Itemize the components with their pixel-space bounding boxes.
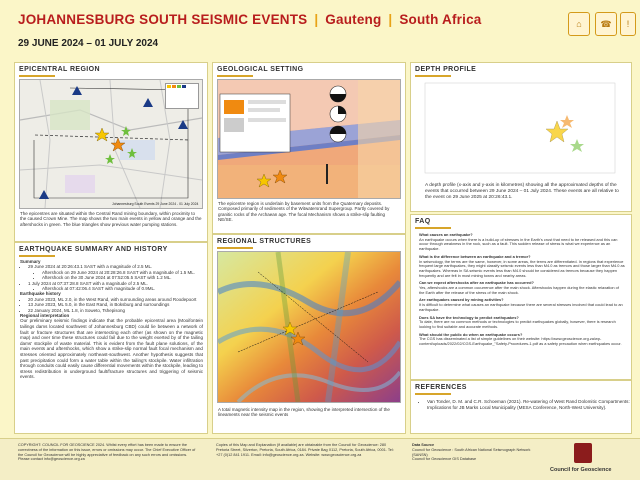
summary-subitem: • Aftershock at 07:42:06.4 SAST with magnitude of 0.9ML. bbox=[42, 286, 203, 291]
depth-caption: A depth profile (x-axis and y-axis in kilometres) showing all the approximated depths of the events that occurred between 29 June 2024 – 01 July 2024. These events are all relative to the event on 29 June 2025 at 20:26:43.1. bbox=[425, 183, 619, 200]
data-source-item: Council for Geoscience GIS Database bbox=[412, 457, 477, 462]
faq-panel bbox=[410, 214, 632, 380]
date-range: 29 JUNE 2024 – 01 JULY 2024 bbox=[18, 38, 159, 49]
house-seismic-icon: ⌂ bbox=[568, 12, 590, 36]
faq-question: What is the difference between an earthquake and a tremor? bbox=[419, 253, 531, 259]
faq-question: What should the public do when an earthquake occurs? bbox=[419, 331, 523, 337]
copyright-notice: COPYRIGHT: COUNCIL FOR GEOSCIENCE 2024. Whilst every effort has been made to ensure the correctness of the information on this issue, errors or omissions may occur. The Chief Executive Officer of the Council for Geoscience will be highly appreciative of feedback on any such errors and omissions. Please contact info@geoscience.org.za bbox=[18, 443, 196, 462]
history-item: • 20 June 2023, ML 2.0, in the West Rand, with surrounding areas around Roodepoort bbox=[28, 297, 203, 302]
panel-heading: REGIONAL STRUCTURES bbox=[213, 235, 405, 251]
title-separator: | bbox=[388, 12, 393, 27]
title-separator: | bbox=[314, 12, 319, 27]
epicentral-panel bbox=[14, 62, 208, 242]
summary-subitem: • Aftershock on 29 June 2024 at 20:28:26.8 SAST with a magnitude of 1.5 ML. bbox=[42, 270, 203, 275]
reference-item: • Van Tonder, D. M. and C.R. Schoeman (2021). Re-watering of West Rand Dolomitic Compartments: Implications for JB Marks Local Municipality (MESA Conference, North-West University). bbox=[427, 399, 631, 410]
panel-heading: REFERENCES bbox=[411, 381, 631, 397]
regional-label: Regional interpretation bbox=[20, 313, 70, 319]
history-item: • 22 January 2024, ML 1.8, in Soweto, Tshepisong bbox=[28, 308, 203, 313]
data-source-label: Data Source bbox=[412, 443, 435, 447]
org-name: Council for Geoscience bbox=[550, 467, 612, 473]
panel-heading: FAQ bbox=[411, 215, 631, 231]
panel-heading: EPICENTRAL REGION bbox=[15, 63, 207, 79]
regional-caption: A total magnetic intensity map in the region, showing the interpreted intersection of the lineaments near the seismic events bbox=[218, 407, 390, 418]
faq-answer: It is difficult to determine what causes an earthquake because there are several stresses involved that could lead to an earthquake. bbox=[419, 302, 623, 312]
panel-heading: DEPTH PROFILE bbox=[411, 63, 631, 79]
data-source-item: Council for Geoscience : South African National Seismograph Network (SANSN) bbox=[412, 447, 531, 457]
contact-info: Copies of this Map and Explanation (if available) are obtainable from the Council for Geoscience: 280 Pretoria Street, Silverton, Pretoria, South Africa, 0184. Private Bag X112, Pretoria, South Africa, 0001. Tel: +27 (0)12 841 1911. Email: info@geoscience.org.za. Website: www.geoscience.org.za bbox=[216, 443, 394, 457]
panel-heading: GEOLOGICAL SETTING bbox=[213, 63, 405, 79]
map-caption: Johannesburg South Events 29 June 2024 - 01 July 2024 bbox=[112, 202, 199, 206]
references-panel bbox=[410, 380, 632, 434]
geological-map bbox=[217, 79, 401, 199]
summary-label: Summary bbox=[20, 259, 41, 264]
faq-answer: Yes, aftershocks are a common occurrence after the main shock. Aftershocks happen during the elastic relaxation of the Earth after the release of the stress of the main shock. bbox=[419, 285, 619, 295]
title-main: JOHANNESBURG SOUTH SEISMIC EVENTS bbox=[18, 12, 308, 27]
summary-panel bbox=[14, 242, 208, 434]
warning-icon: ! bbox=[620, 12, 636, 36]
title-region: Gauteng bbox=[325, 12, 382, 27]
epicentral-caption: The epicentres are situated within the Central Rand mining boundary, within proximity to the caused Crown Mine. The map shows the two main events in yellow and orange and the aftershocks in green. The blue triangles show previous water pumping stations. bbox=[20, 211, 202, 227]
faq-answer: An earthquake occurs when there is a build-up of stresses in the Earth's crust that need to be released and this can occur through weakness in the rock, such as a fault. This sudden release of stress is what we experience as an earthquake. bbox=[419, 236, 618, 252]
history-label: Earthquake history bbox=[20, 291, 61, 297]
regional-panel bbox=[212, 234, 406, 434]
depth-profile-plot bbox=[417, 79, 623, 179]
faq-question: What causes an earthquake? bbox=[419, 232, 473, 237]
faq-question: Can we expect aftershocks after an earthquake has occurred? bbox=[419, 280, 534, 286]
summary-subitem: • Aftershock on the 30 June 2024 at 07:52:05.5 SAST with 1.2 ML. bbox=[42, 275, 203, 280]
history-item: • 13 June 2023, ML 5.0, in the East Rand, in Boksburg and surroundings bbox=[28, 302, 203, 307]
depth-panel bbox=[410, 62, 632, 212]
faq-question: Does SA have the technology to predict earthquakes? bbox=[419, 314, 519, 320]
page-title bbox=[18, 12, 481, 27]
geological-caption: The epicentre region is underlain by basement units from the Quaternary deposits. Composed primarily of sediments of the Witwatersrand Supergroup. Partly covered by granitic rocks of the Archaean age. The focal Mechanism shows a strike-slip faulting NE/SE. bbox=[218, 201, 390, 223]
magnetic-map bbox=[217, 251, 401, 403]
title-country: South Africa bbox=[399, 12, 482, 27]
faq-question: Are earthquakes caused by mining activities? bbox=[419, 297, 504, 303]
faq-answer: The CGS has disseminated a list of simple guidelines on their website: https://www.geoscience.org.za/wp-content/uploads/2022/02/CGS-Earthquake_"Safety-Procedures-1.pdf as a safety precaution when earthquakes occur. bbox=[419, 336, 622, 347]
phone-alert-icon: ☎ bbox=[595, 12, 617, 36]
map-legend bbox=[165, 83, 199, 109]
regional-interpretation: Our preliminary seismic findings indicate that the probable epicentral area (Mooifontein tailings dams located southwest of Johannesburg CBD) could lie between a network of fault or fracture structures that are intersecting each other (as shown on the magnetic map) and over time these structures could fail due to the weight exerted by of the tailing dams' stockpile of waste material. This is evident from the fault plane solutions, of the main events and aftershocks, which show a strike-slip normal fault focal mechanism and stresses oriented approximately northeast-southwest. Another hypothesis suggests that past precipitation could form a water table within the tailing's stockpile. Water infiltration through conduits could easily cause differential movements within the stockpile, leading to stress redistribution in underground fault/fracture structures and triggering of seismic events. bbox=[20, 318, 203, 380]
page-footer bbox=[0, 438, 640, 480]
summary-item: • 1 July 2024 at 07:37:28.8 SAST with a magnitude of 2.5 ML. bbox=[28, 281, 203, 286]
page-header bbox=[0, 0, 640, 58]
faq-answer: To date, there are no common methods or technologies to predict earthquakes globally, however, there is research looking to find suitable and accurate methods. bbox=[419, 319, 616, 329]
council-logo-icon bbox=[574, 443, 592, 463]
faq-answer: In seismology, the terms are the same, however, in some areas, the terms are differentiated. In regions that experience frequent large earthquakes, they might classify seismic events less than M4.0 as tremors and those larger than M4.0 as earthquakes. Whereas in SA seismic events less than M4.0 should be considered as tremors because they happen frequently and are felt in most mining towns and nearby areas. bbox=[419, 258, 625, 278]
epicentral-map bbox=[19, 79, 203, 209]
summary-item: • 29 June 2024 at 20:26:43.1 SAST with a magnitude of 2.5 ML. bbox=[28, 264, 203, 269]
panel-heading: EARTHQUAKE SUMMARY AND HISTORY bbox=[15, 243, 207, 259]
geological-panel bbox=[212, 62, 406, 234]
